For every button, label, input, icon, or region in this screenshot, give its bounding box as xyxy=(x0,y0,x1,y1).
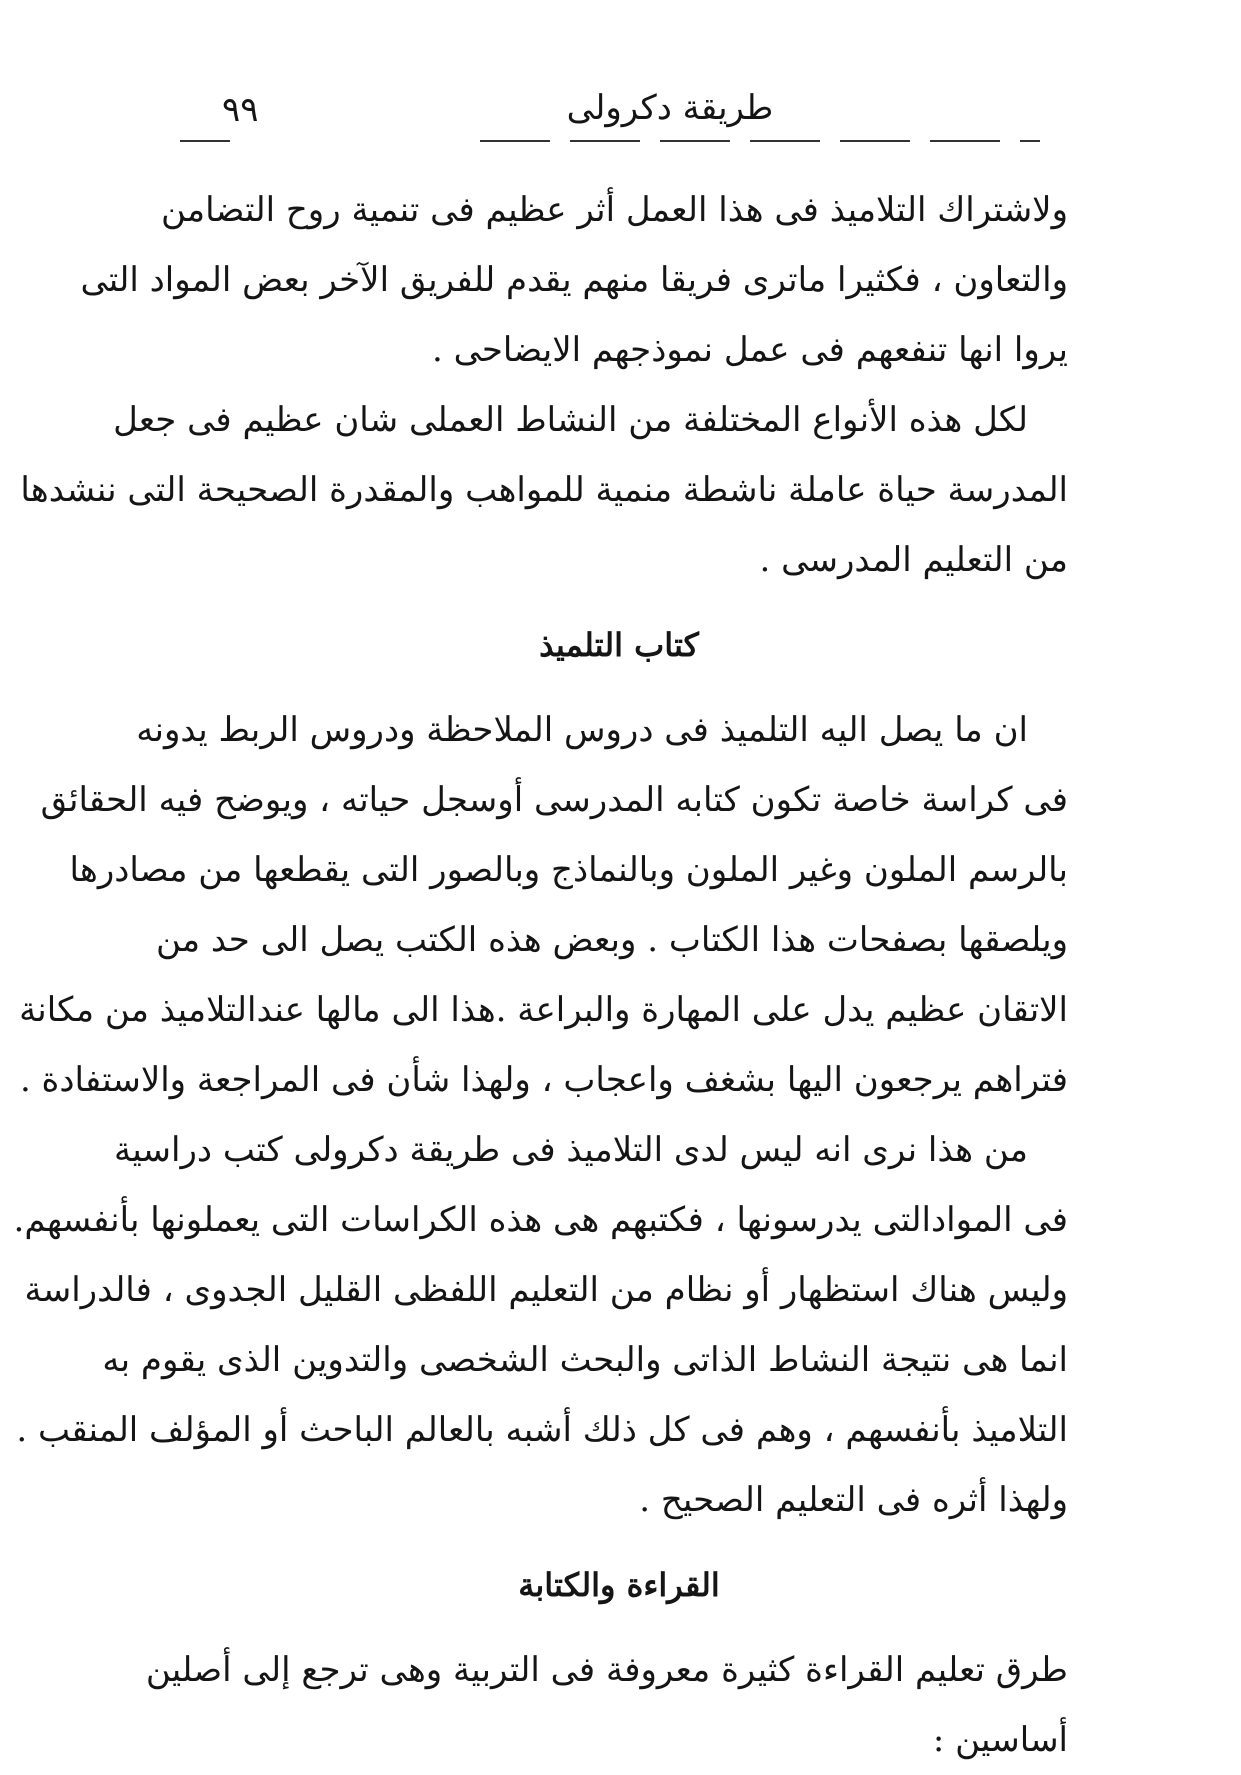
header-rule-left xyxy=(180,140,230,142)
header-rule-right xyxy=(480,140,1040,142)
body-text xyxy=(13,175,1068,1775)
text-line: ان ما يصل اليه التلميذ فى دروس الملاحظة ودروس الربط يدونه xyxy=(136,710,1028,750)
text-line: ويلصقها بصفحات هذا الكتاب . وبعض هذه الكتب يصل الى حد من xyxy=(156,920,1068,960)
text-line: طرق تعليم القراءة كثيرة معروفة فى التربية وهى ترجع إلى أصلين xyxy=(145,1650,1068,1690)
section-heading: كتاب التلميذ xyxy=(539,626,699,664)
text-line: أساسين : xyxy=(932,1720,1068,1760)
page-header xyxy=(170,78,1070,138)
text-line: ولاشتراك التلاميذ فى هذا العمل أثر عظيم فى تنمية روح التضامن xyxy=(161,190,1068,230)
text-line: والتعاون ، فكثيرا ماترى فريقا منهم يقدم للفريق الآخر بعض المواد التى xyxy=(80,260,1068,300)
text-line: الاتقان عظيم يدل على المهارة والبراعة .هذا الى مالها عندالتلاميذ من مكانة xyxy=(19,990,1068,1030)
running-title: طريقة دكرولى xyxy=(566,88,774,128)
section-heading: القراءة والكتابة xyxy=(518,1566,720,1604)
text-line: فى الموادالتى يدرسونها ، فكتبهم هى هذه الكراسات التى يعملونها بأنفسهم. xyxy=(13,1200,1068,1240)
text-line: فى كراسة خاصة تكون كتابه المدرسى أوسجل حياته ، ويوضح فيه الحقائق xyxy=(40,780,1068,820)
text-line: وليس هناك استظهار أو نظام من التعليم اللفظى القليل الجدوى ، فالدراسة xyxy=(24,1270,1068,1310)
text-line: لكل هذه الأنواع المختلفة من النشاط العملى شان عظيم فى جعل xyxy=(113,400,1028,440)
text-line: المدرسة حياة عاملة ناشطة منمية للمواهب والمقدرة الصحيحة التى ننشدها xyxy=(20,470,1068,510)
text-line: بالرسم الملون وغير الملون وبالنماذج وبالصور التى يقطعها من مصادرها xyxy=(69,850,1068,890)
text-line: فتراهم يرجعون اليها بشغف واعجاب ، ولهذا شأن فى المراجعة والاستفادة . xyxy=(19,1060,1068,1100)
text-line: التلاميذ بأنفسهم ، وهم فى كل ذلك أشبه بالعالم الباحث أو المؤلف المنقب . xyxy=(16,1410,1068,1450)
text-line: من التعليم المدرسى . xyxy=(759,540,1068,580)
text-line: انما هى نتيجة النشاط الذاتى والبحث الشخصى والتدوين الذى يقوم به xyxy=(102,1340,1068,1380)
text-line: يروا انها تنفعهم فى عمل نموذجهم الايضاحى . xyxy=(431,330,1068,370)
page-number: ٩٩ xyxy=(222,90,259,130)
text-line: من هذا نرى انه ليس لدى التلاميذ فى طريقة دكرولى كتب دراسية xyxy=(114,1130,1028,1170)
text-line: ولهذا أثره فى التعليم الصحيح . xyxy=(639,1480,1068,1520)
